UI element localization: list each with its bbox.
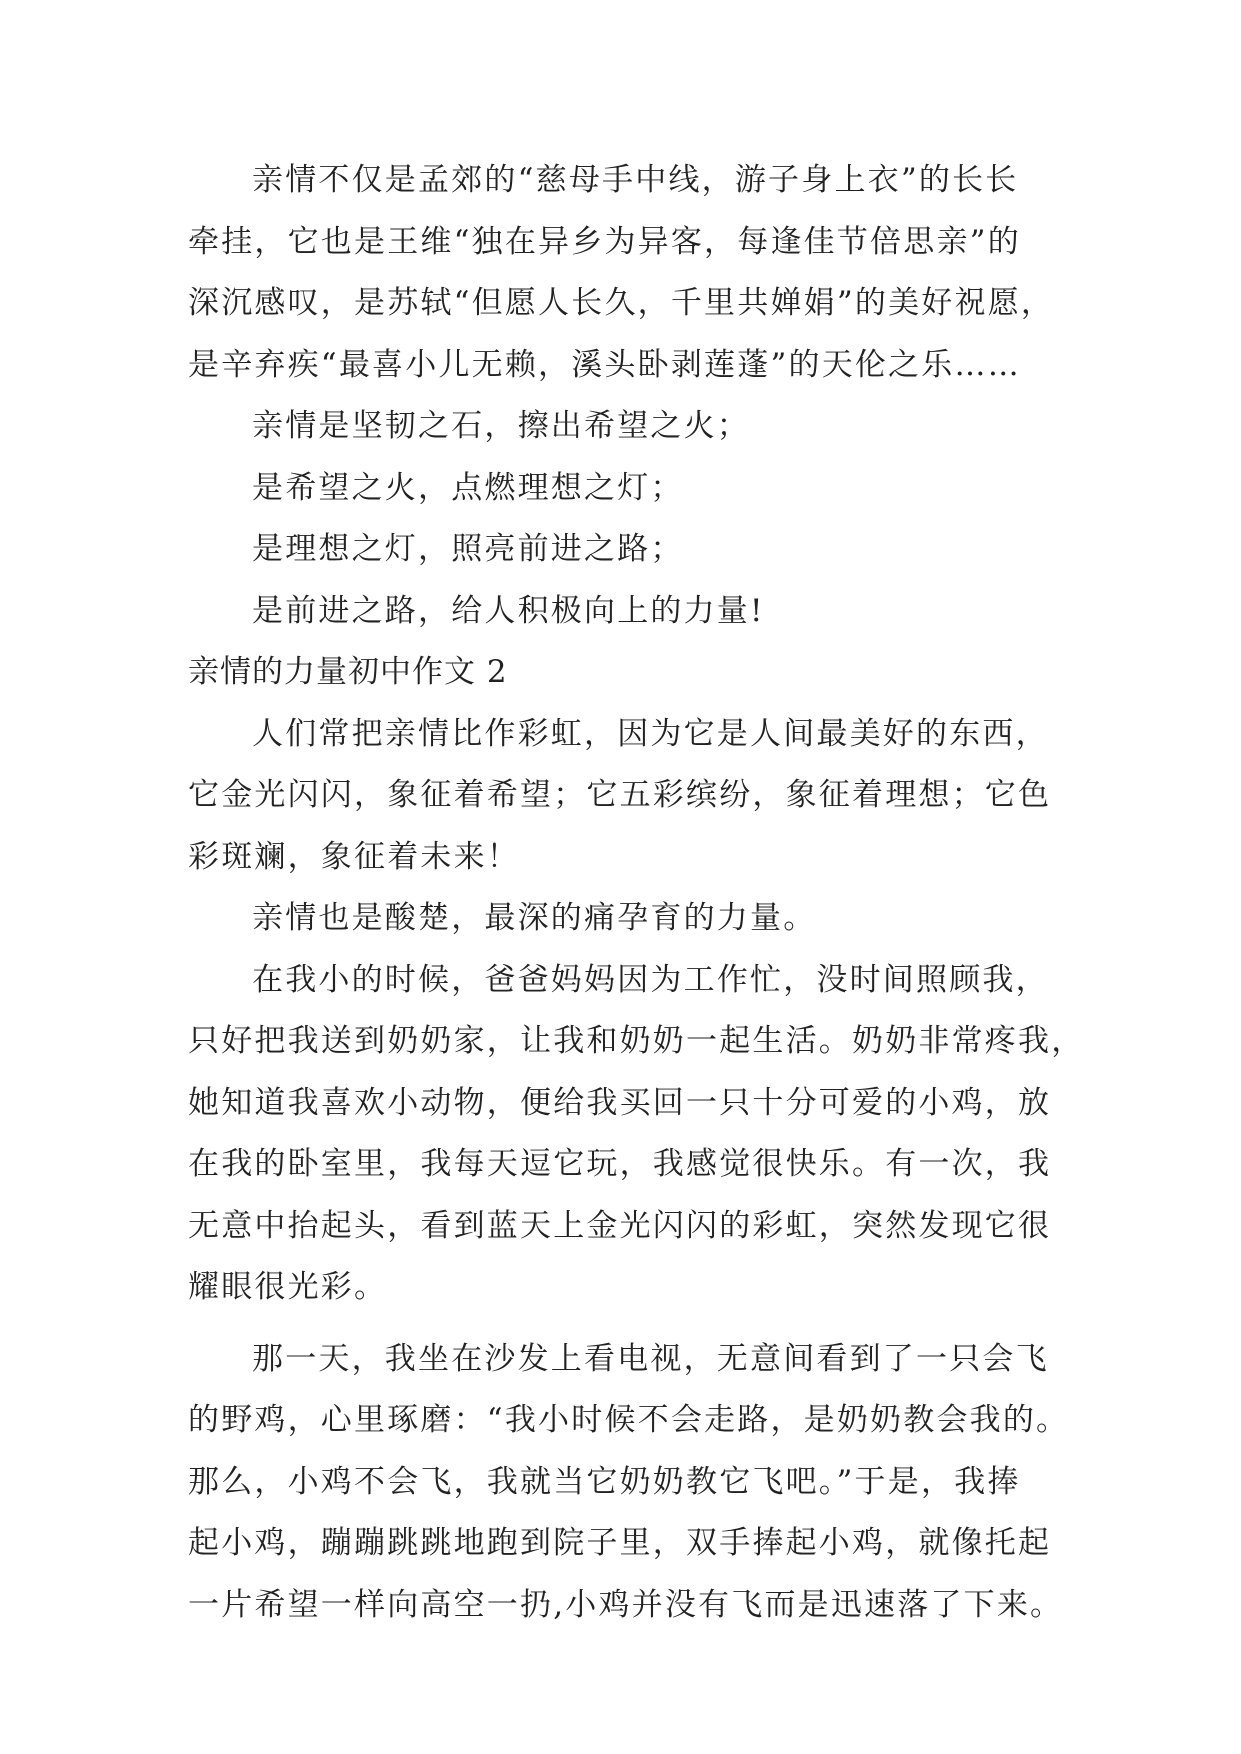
text-line: 亲情是坚韧之石，擦出希望之火； bbox=[252, 408, 750, 444]
text-line: 一片希望一样向高空一扔,小鸡并没有飞而是迅速落了下来。 bbox=[188, 1586, 1064, 1623]
paragraph bbox=[188, 704, 1056, 889]
text-line: 她知道我喜欢小动物，便给我买回一只十分可爱的小鸡，放 bbox=[188, 1084, 1052, 1121]
text-line: 无意中抬起头，看到蓝天上金光闪闪的彩虹，突然发现它很 bbox=[188, 1207, 1052, 1244]
paragraph bbox=[188, 1329, 1070, 1637]
text-line: 它金光闪闪，象征着希望；它五彩缤纷，象征着理想；它色 bbox=[188, 777, 1052, 813]
paragraph bbox=[188, 888, 1056, 950]
text-line: 在我的卧室里，我每天逗它玩，我感觉很快乐。有一次，我 bbox=[188, 1146, 1052, 1182]
text-line: 是理想之灯，照亮前进之路； bbox=[252, 531, 684, 567]
document-body bbox=[188, 150, 1085, 1636]
text-line: 人们常把亲情比作彩虹，因为它是人间最美好的东西， bbox=[252, 715, 1049, 752]
text-line: 的野鸡，心里琢磨：“我小时候不会走路，是奶奶教会我的。 bbox=[188, 1402, 1070, 1438]
text-line: 是前进之路，给人积极向上的力量! bbox=[252, 592, 765, 629]
text-line: 亲情也是酸楚，最深的痛孕育的力量。 bbox=[252, 900, 817, 936]
section-heading: 亲情的力量初中作文 2 bbox=[188, 654, 508, 690]
text-line: 在我小的时候，爸爸妈妈因为工作忙，没时间照顾我， bbox=[252, 961, 1049, 998]
text-line: 只好把我送到奶奶家，让我和奶奶一起生活。奶奶非常疼我， bbox=[188, 1023, 1085, 1059]
text-line: 那一天，我坐在沙发上看电视，无意间看到了一只会飞 bbox=[252, 1340, 1049, 1377]
text-line: 亲情不仅是孟郊的“慈母手中线，游子身上衣”的长长 bbox=[252, 162, 1019, 198]
text-line: 牵挂，它也是王维“独在异乡为异客，每逢佳节倍思亲”的 bbox=[188, 223, 1021, 260]
paragraph-spacer bbox=[188, 1319, 1056, 1329]
text-line: 耀眼很光彩。 bbox=[188, 1269, 388, 1305]
text-line: 深沉感叹，是苏轼“但愿人长久，千里共婵娟”的美好祝愿， bbox=[188, 285, 1055, 321]
text-line: 是希望之火，点燃理想之灯； bbox=[252, 469, 684, 506]
paragraph bbox=[188, 150, 1056, 396]
text-line: 起小鸡，蹦蹦跳跳地跑到院子里，双手捧起小鸡，就像托起 bbox=[188, 1525, 1052, 1561]
text-line: 那么，小鸡不会飞，我就当它奶奶教它飞吧。”于是，我捧 bbox=[188, 1463, 1021, 1500]
paragraph bbox=[188, 950, 1085, 1319]
text-line: 是辛弃疾“最喜小儿无赖，溪头卧剥莲蓬”的天伦之乐…… bbox=[188, 346, 1021, 383]
text-line: 彩斑斓，象征着未来！ bbox=[188, 838, 520, 875]
